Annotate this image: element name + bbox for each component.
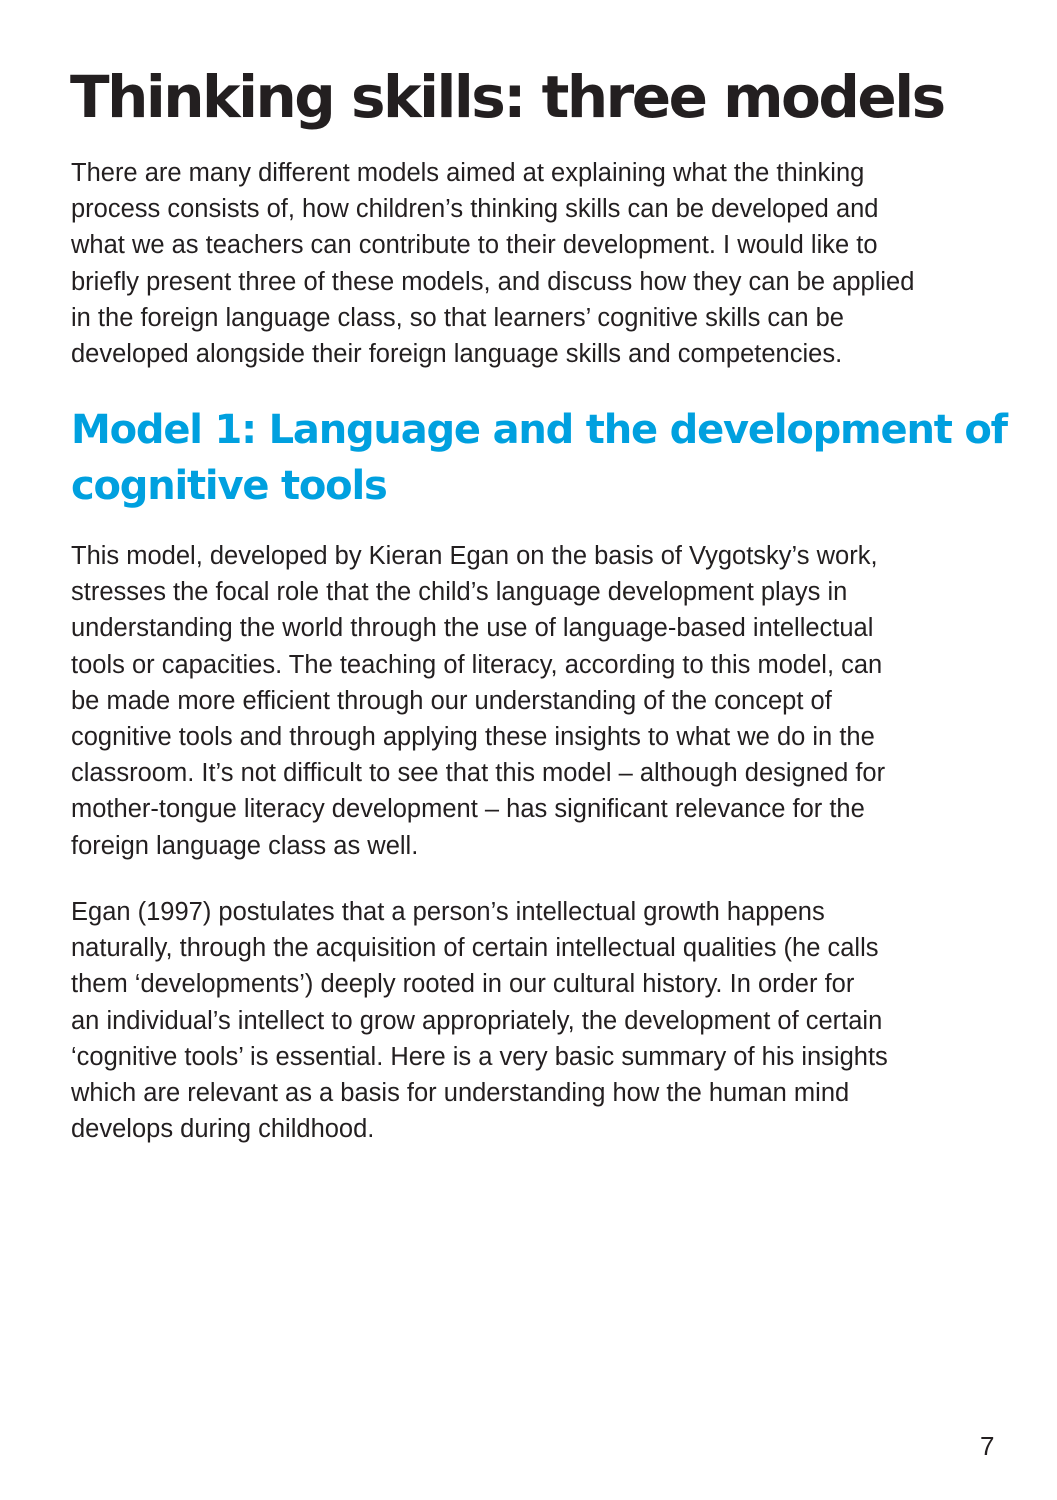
section-heading-line: Model 1: Language and the development of — [71, 407, 1007, 453]
body-paragraph-2 — [71, 894, 888, 1147]
paragraph-line: an individual’s intellect to grow appropriately, the development of certain — [71, 1006, 883, 1035]
paragraph-line: tools or capacities. The teaching of literacy, according to this model, can — [71, 650, 883, 679]
paragraph-line: cognitive tools and through applying these insights to what we do in the — [71, 723, 875, 752]
paragraph-line: This model, developed by Kieran Egan on the basis of Vygotsky’s work, — [71, 542, 878, 570]
paragraph-line: foreign language class as well. — [71, 831, 419, 860]
paragraph-line: what we as teachers can contribute to their development. I would like to — [71, 231, 878, 260]
paragraph-line: briefly present three of these models, and discuss how they can be applied — [71, 267, 915, 296]
section-heading-line: cognitive tools — [71, 463, 387, 509]
paragraph-line: them ‘developments’) deeply rooted in our cultural history. In order for — [71, 970, 855, 999]
paragraph-line: classroom. It’s not difficult to see that this model – although designed for — [71, 759, 886, 788]
section-heading — [71, 402, 1007, 514]
paragraph-line: develops during childhood. — [71, 1115, 375, 1144]
paragraph-line: understanding the world through the use of language-based intellectual — [71, 614, 874, 643]
body-paragraph-1 — [71, 538, 885, 864]
paragraph-line: naturally, through the acquisition of certain intellectual qualities (he calls — [71, 934, 879, 963]
paragraph-line: process consists of, how children’s thinking skills can be developed and — [71, 195, 879, 224]
intro-paragraph — [71, 155, 914, 372]
page-number: 7 — [980, 1431, 995, 1461]
paragraph-line: mother-tongue literacy development – has significant relevance for the — [71, 795, 865, 824]
paragraph-line: ‘cognitive tools’ is essential. Here is a very basic summary of his insights — [71, 1042, 888, 1071]
paragraph-line: which are relevant as a basis for understanding how the human mind — [71, 1079, 850, 1108]
paragraph-line: developed alongside their foreign language skills and competencies. — [71, 340, 843, 369]
paragraph-line: Egan (1997) postulates that a person’s intellectual growth happens — [71, 898, 825, 926]
paragraph-line: be made more efficient through our understanding of the concept of — [71, 686, 832, 715]
paragraph-line: There are many different models aimed at explaining what the thinking — [71, 159, 865, 187]
page-title: Thinking skills: three models — [70, 63, 944, 131]
paragraph-line: stresses the focal role that the child’s language development plays in — [71, 578, 848, 607]
paragraph-line: in the foreign language class, so that learners’ cognitive skills can be — [71, 303, 844, 332]
